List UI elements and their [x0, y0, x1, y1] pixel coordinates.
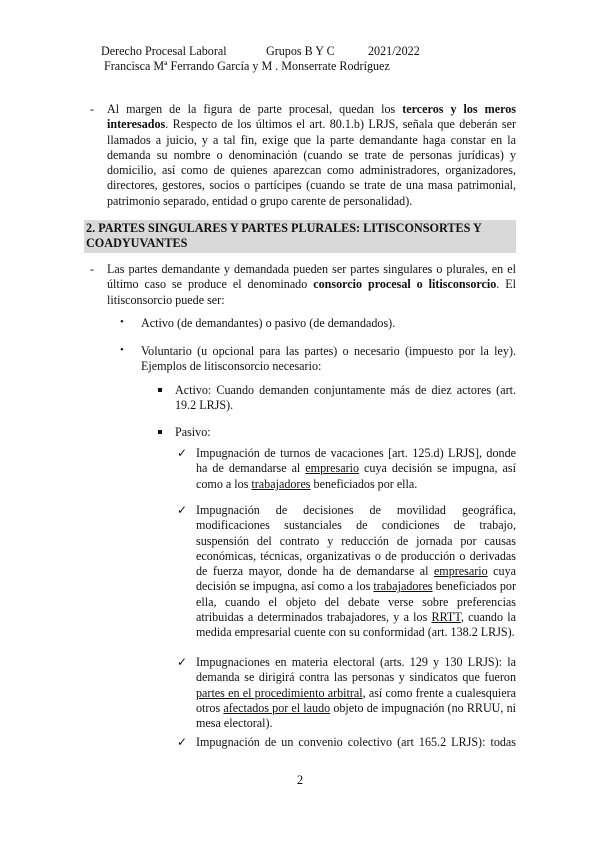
check-item-electoral: Impugnaciones en materia electoral (arts. 129 y 130 LRJS): la demanda se dirigirá contra las personas y sindicatos que fueron partes en el procedimiento arbitral, así como frente a cualesquiera otros afectados por el laudo objeto de impugnación (no RRUU, ni mesa electoral). [196, 655, 516, 731]
litisconsorcio-paragraph: Las partes demandante y demandada pueden ser partes singulares o plurales, en el último caso se produce el denominado consorcio procesal o litisconsorcio. El litisconsorcio puede ser: [107, 262, 517, 307]
check-item-vacaciones: Impugnación de turnos de vacaciones [art. 125.d) LRJS], donde ha de demandarse al empresario cuya decisión se impugna, así como a los trabajadores beneficiados por ella. [196, 446, 516, 491]
bold-terms: terceros y los meros interesados [107, 102, 517, 132]
dash-marker: - [90, 262, 95, 276]
check-item-convenio: Impugnación de un convenio colectivo (art 165.2 LRJS): todas [196, 735, 516, 749]
dash-marker: - [90, 102, 95, 116]
bold-terms: consorcio procesal o litisconsorcio [313, 277, 497, 292]
check-icon: ✓ [177, 503, 188, 517]
bullet-item-voluntario-necesario: Voluntario (u opcional para las partes) o necesario (impuesto por la ley). Ejemplos de litisconsorcio necesario: [141, 344, 516, 374]
bullet-item-activo-pasivo: Activo (de demandantes) o pasivo (de demandados). [141, 316, 396, 330]
check-icon: ✓ [177, 446, 188, 460]
page-header [0, 44, 600, 74]
square-bullet-icon [158, 430, 162, 434]
header-course: Derecho Procesal Laboral [101, 44, 227, 58]
section-heading: 2. PARTES SINGULARES Y PARTES PLURALES: LITISCONSORTES Y COADYUVANTES [84, 220, 516, 253]
header-groups: Grupos B Y C [266, 44, 335, 58]
header-year: 2021/2022 [368, 44, 420, 58]
header-authors: Francisca Mª Ferrando García y M . Monserrate Rodríguez [104, 59, 390, 73]
sub-item-activo: Activo: Cuando demanden conjuntamente más de diez actores (art. 19.2 LRJS). [175, 383, 516, 413]
check-item-movilidad: Impugnación de decisiones de movilidad geográfica, modificaciones sustanciales de condiciones de trabajo, suspensión del contrato y reducción de jornada por causas económicas, técnicas, organizativas o de producción o derivadas de fuerza mayor, donde ha de demandarse al empresario cuya decisión se impugna, así como a los trabajadores beneficiados por ella, cuando el objeto del debate verse sobre preferencias atribuidas a determinados trabajadores, y a los RRTT, cuando la medida empresarial cuente con su conformidad (art. 138.2 LRJS). [196, 503, 517, 640]
sub-item-pasivo: Pasivo: [175, 425, 211, 439]
page-number: 2 [296, 773, 304, 787]
check-icon: ✓ [177, 655, 188, 669]
square-bullet-icon [158, 388, 162, 392]
bullet-icon: • [120, 344, 124, 356]
bullet-icon: • [120, 316, 124, 328]
check-icon: ✓ [177, 735, 188, 749]
intro-paragraph: Al margen de la figura de parte procesal, quedan los terceros y los meros interesados. Respecto de los últimos el art. 80.1.b) LRJS, señala que deberán ser llamados a juicio, y a tal fin, exige que la parte demandante haga constar en la demanda su nombre o denominación (cuando se trate de personas jurídicas) y domicilio, así como de quienes aparezcan como administradores, organizadores, directores, gestores, socios o partícipes (cuando se trate de una masa patrimonial, patrimonio separado, entidad o grupo carente de personalidad). [107, 102, 517, 208]
